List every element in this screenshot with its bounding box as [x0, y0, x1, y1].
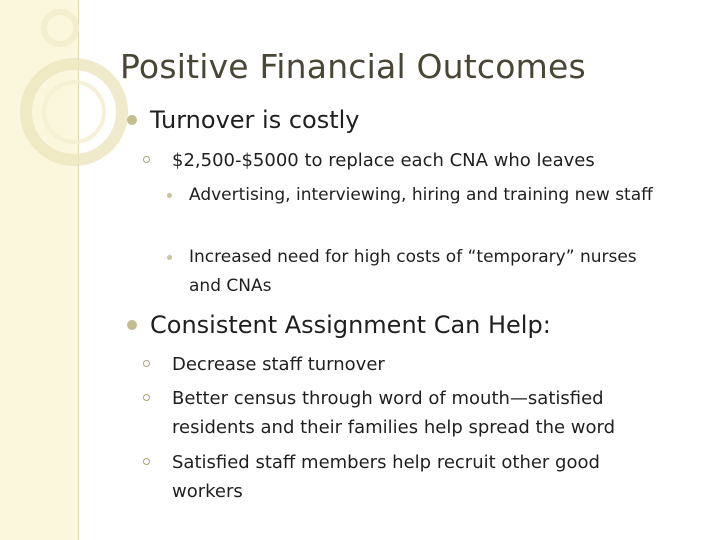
section-heading-text: Consistent Assignment Can Help:: [150, 311, 551, 339]
point: [143, 350, 663, 379]
dot-bullet-icon: [167, 255, 172, 260]
slide-title: Positive Financial Outcomes: [120, 47, 586, 86]
ring-bullet-icon: [143, 458, 150, 465]
subpoint: [167, 181, 667, 210]
point-text: $2,500-$5000 to replace each CNA who leaves: [172, 150, 595, 171]
point-text: Satisfied staff members help recruit other good workers: [172, 452, 600, 502]
dot-bullet-icon: [167, 193, 172, 198]
point: [143, 384, 663, 442]
bullet-icon: [127, 320, 137, 330]
section-heading-text: Turnover is costly: [150, 106, 360, 134]
ring-bullet-icon: [143, 156, 150, 163]
subpoint: [167, 243, 667, 301]
point-text: Decrease staff turnover: [172, 354, 385, 375]
point: [143, 146, 663, 175]
point: [143, 448, 663, 506]
ring-bullet-icon: [143, 360, 150, 367]
bullet-icon: [127, 115, 137, 125]
point-text: Better census through word of mouth—satisfied residents and their families help spread the word: [172, 388, 616, 438]
subpoint-text: Increased need for high costs of “temporary” nurses and CNAs: [189, 247, 637, 296]
subpoint-text: Advertising, interviewing, hiring and training new staff: [189, 185, 653, 205]
ring-bullet-icon: [143, 394, 150, 401]
